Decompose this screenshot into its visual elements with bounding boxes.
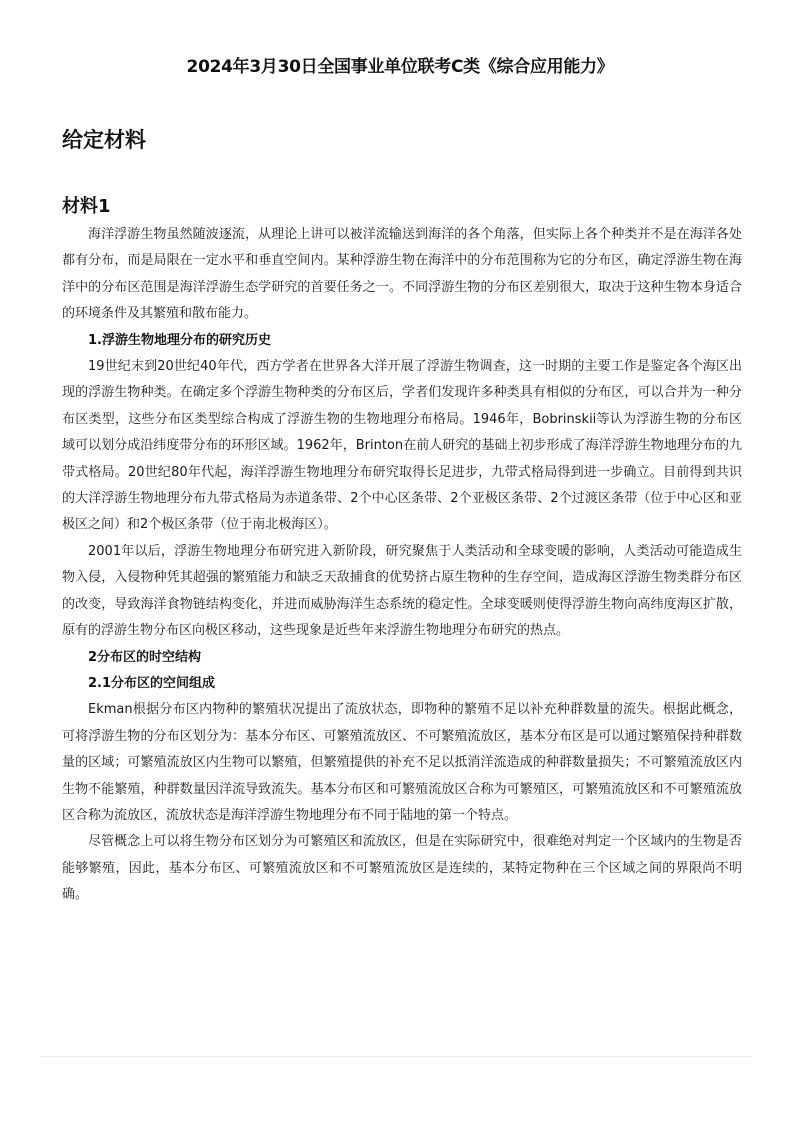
spatial-paragraph-1: Ekman根据分布区内物种的繁殖状况提出了流放状态，即物种的繁殖不足以补充种群数量的流失。根据此概念，可将浮游生物的分布区划分为：基本分布区、可繁殖流放区、不可繁殖流放区，基本分布区是可以通过繁殖保持种群数量的区域；可繁殖流放区内生物可以繁殖，但繁殖提供的补充不足以抵消洋流造成的种群数量损失；不可繁殖流放区内生物不能繁殖，种群数量因洋流导致流失。基本分布区和可繁殖流放区合称为可繁殖区，可繁殖流放区和不可繁殖流放区合称为流放区，流放状态是海洋浮游生物地理分布不同于陆地的第一个特点。 [62,702,742,823]
document-title: 2024年3月30日全国事业单位联考C类《综合应用能力》 [186,57,614,77]
section-heading: 给定材料 [62,128,146,152]
intro-paragraph: 海洋浮游生物虽然随波逐流，从理论上讲可以被洋流输送到海洋的各个角落，但实际上各个种类并不是在海洋各处都有分布，而是局限在一定水平和垂直空间内。某种浮游生物在海洋中的分布范围称为它的分布区，确定浮游生物在海洋中的分布区范围是海洋浮游生态学研究的首要任务之一。不同浮游生物的分布区差别很大，取决于这种生物本身适合的环境条件及其繁殖和散布能力。 [62,227,742,322]
spatial-paragraph-2: 尽管概念上可以将生物分布区划分为可繁殖区和流放区，但是在实际研究中，很难绝对判定一个区域内的生物是否能够繁殖，因此，基本分布区、可繁殖流放区和不可繁殖流放区是连续的，某特定物种在三个区域之间的界限尚不明确。 [62,834,742,903]
history-paragraph-1: 19世纪末到20世纪40年代，西方学者在世界各大洋开展了浮游生物调查，这一时期的主要工作是鉴定各个海区出现的浮游生物种类。在确定多个浮游生物种类的分布区后，学者们发现许多种类具有相似的分布区，可以合并为一种分布区类型，这些分布区类型综合构成了浮游生物的生物地理分布格局。1946年，Bobrinskii等认为浮游生物的分布区域可以划分成沿纬度带分布的环形区域。1962年，Brinton在前人研究的基础上初步形成了海洋浮游生物地理分布的九带式格局。20世纪80年代起，海洋浮游生物地理分布研究取得长足进步，九带式格局得到进一步确立。目前得到共识的大洋浮游生物地理分布九带式格局为赤道条带、2个中心区条带、2个亚极区条带、2个过渡区条带（位于中心区和亚极区之间）和2个极区条带（位于南北极海区）。 [62,359,742,533]
subsection-heading-1: 1.浮游生物地理分布的研究历史 [88,332,271,348]
document-body [62,222,742,909]
material-heading: 材料1 [62,196,111,217]
subsection-heading-2: 2分布区的时空结构 [88,649,202,665]
history-paragraph-2: 2001年以后，浮游生物地理分布研究进入新阶段，研究聚焦于人类活动和全球变暖的影响，人类活动可能造成生物入侵，入侵物种凭其超强的繁殖能力和缺乏天敌捕食的优势挤占原生物种的生存空间，造成海区浮游生物类群分布区的改变，导致海洋食物链结构变化，并进而威胁海洋生态系统的稳定性。全球变暖则使得浮游生物向高纬度海区扩散，原有的浮游生物分布区向极区移动，这些现象是近些年来浮游生物地理分布研究的热点。 [62,543,742,639]
subsection-heading-2-1: 2.1分布区的空间组成 [88,675,216,691]
page-divider [40,1056,752,1057]
